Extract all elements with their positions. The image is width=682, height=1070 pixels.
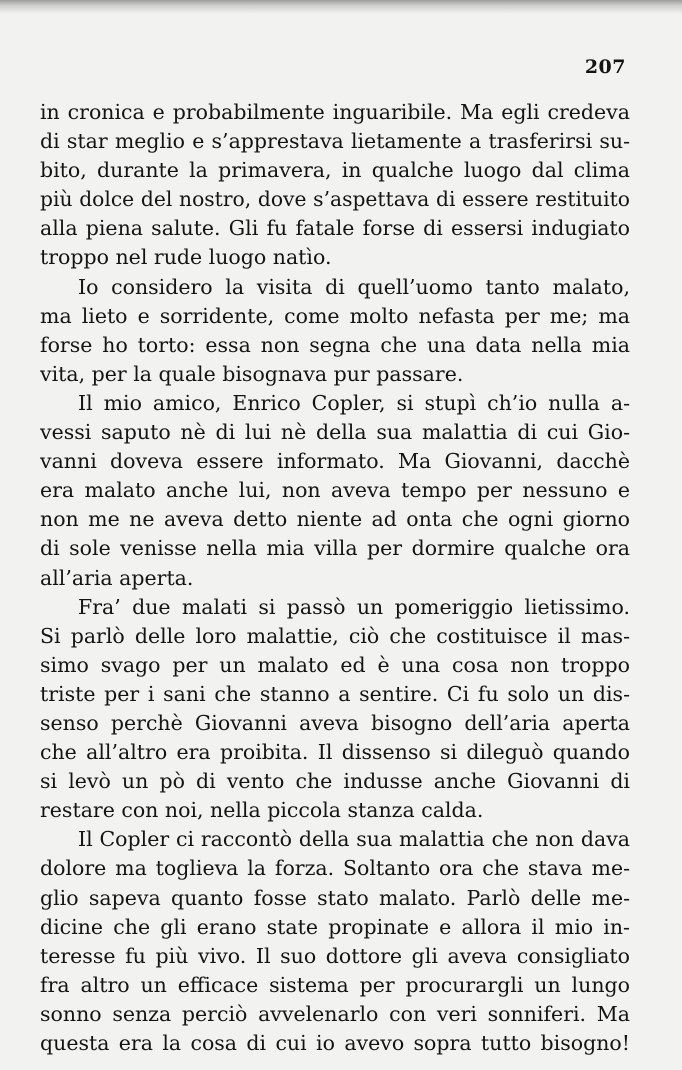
text-line: teresse fu più vivo. Il suo dottore gli aveva consigliato (40, 943, 630, 968)
body-text (40, 98, 630, 1058)
text-line: bito, durante la primavera, in qualche luogo dal clima (40, 158, 630, 183)
text-line: glio sapeva quanto fosse stato malato. Parlò delle me- (40, 885, 630, 910)
text-line: si levò un pò di vento che indusse anche Giovanni di (40, 769, 630, 794)
text-line: Si parlò delle loro malattie, ciò che costituisce il mas- (40, 623, 630, 648)
text-line: simo svago per un malato ed è una cosa non troppo (40, 652, 630, 677)
text-line: di star meglio e s’apprestava lietamente a trasferirsi su- (40, 129, 630, 154)
text-line: senso perchè Giovanni aveva bisogno dell’aria aperta (40, 710, 630, 735)
text-line: troppo nel rude luogo natìo. (40, 245, 332, 270)
text-line: sonno senza perciò avvelenarlo con veri sonniferi. Ma (40, 1001, 630, 1026)
text-line: Io considero la visita di quell’uomo tanto malato, (78, 274, 630, 299)
text-line: Il Copler ci raccontò della sua malattia che non dava (78, 827, 630, 852)
text-line: fra altro un efficace sistema per procurargli un lungo (40, 972, 630, 997)
text-line: Fra’ due malati si passò un pomeriggio lietissimo. (78, 594, 630, 619)
text-line: triste per i sani che stanno a sentire. Ci fu solo un dis- (40, 681, 630, 706)
text-line: di sole venisse nella mia villa per dormire qualche ora (40, 536, 630, 561)
text-line: ma lieto e sorridente, come molto nefasta per me; ma (40, 303, 630, 328)
text-line: forse ho torto: essa non segna che una data nella mia (40, 332, 630, 357)
text-line: questa era la cosa di cui io avevo sopra tutto bisogno! (40, 1031, 630, 1055)
text-line: all’aria aperta. (40, 565, 194, 590)
text-line: più dolce del nostro, dove s’aspettava di essere restituito (40, 187, 630, 212)
text-line: dolore ma toglieva la forza. Soltanto ora che stava me- (40, 856, 630, 881)
text-line: vanni doveva essere informato. Ma Giovanni, dacchè (40, 449, 630, 474)
text-line: vessi saputo nè di lui nè della sua malattia di cui Gio- (40, 420, 630, 445)
text-line: dicine che gli erano state propinate e allora il mio in- (40, 914, 630, 939)
text-line: in cronica e probabilmente inguaribile. Ma egli credeva (40, 100, 630, 124)
text-line: restare con noi, nella piccola stanza calda. (40, 798, 484, 823)
page-top-edge-shadow (0, 0, 682, 14)
text-line: Il mio amico, Enrico Copler, si stupì ch’io nulla a- (78, 390, 630, 415)
text-line: alla piena salute. Gli fu fatale forse di essersi indugiato (40, 216, 630, 241)
text-line: non me ne aveva detto niente ad onta che ogni giorno (40, 507, 630, 532)
page-number: 207 (584, 56, 626, 78)
text-line: che all’altro era proibita. Il dissenso si dileguò quando (40, 740, 630, 765)
text-line: era malato anche lui, non aveva tempo per nessuno e (40, 478, 630, 503)
text-line: vita, per la quale bisognava pur passare. (40, 361, 464, 386)
